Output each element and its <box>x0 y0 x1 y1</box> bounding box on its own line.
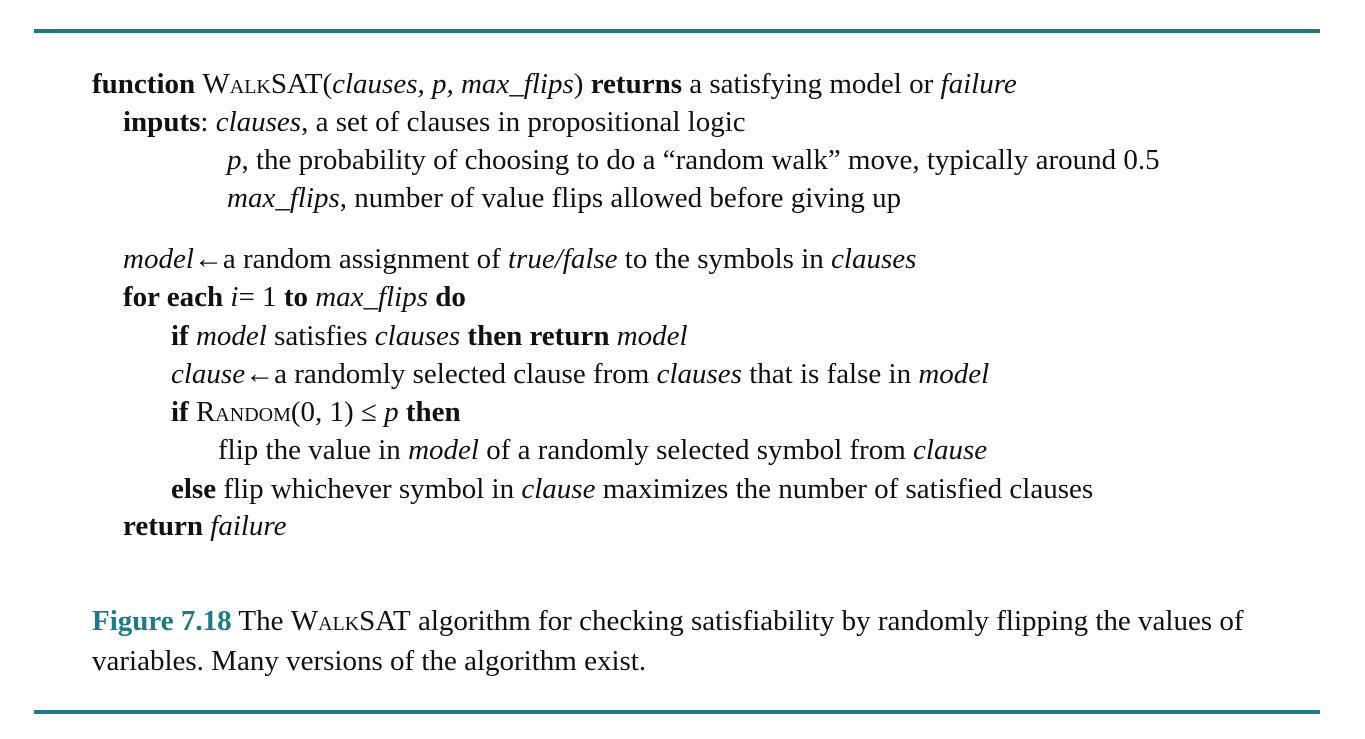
function-header-line: function WalkSAT(clauses, p, max_flips) returns a satisfying model or failure <box>92 68 1017 100</box>
else-flip-line <box>171 475 1093 504</box>
assign-arrow: ← <box>193 243 223 275</box>
assign-model-line <box>123 245 916 274</box>
return-model: model <box>616 320 688 352</box>
input-var-clauses: clauses <box>215 106 302 138</box>
kw-for-each: for each <box>123 281 224 313</box>
inputs-line-3 <box>227 184 901 213</box>
top-rule <box>34 29 1320 33</box>
function-name: WalkSAT <box>202 68 323 100</box>
clauses-ref: clauses <box>656 358 742 390</box>
input-desc-p: , the probability of choosing to do a “random walk” move, typically around 0.5 <box>241 144 1160 176</box>
input-var-p: p <box>227 144 242 176</box>
return-failure: failure <box>940 68 1017 100</box>
satisfies-text: satisfies <box>274 320 368 352</box>
random-fn: Random <box>195 396 291 428</box>
if-random-line <box>171 398 461 427</box>
else-text-2: maximizes the number of satisfied clauses <box>602 473 1094 505</box>
kw-then: then <box>405 396 461 428</box>
kw-if: if <box>171 320 189 352</box>
input-desc-maxflips: , number of value flips allowed before giving up <box>339 182 902 214</box>
kw-function: function <box>92 68 196 100</box>
model-var: model <box>123 243 194 275</box>
else-text-1: flip whichever symbol in <box>223 473 515 505</box>
return-failure-line <box>123 512 287 541</box>
input-desc-clauses: , a set of clauses in propositional logic <box>301 106 746 138</box>
kw-if: if <box>171 396 189 428</box>
assign-clause-text-2: that is false in <box>749 358 912 390</box>
function-params: clauses, p, max_flips <box>332 68 574 100</box>
flip-text-2: of a randomly selected symbol from <box>486 434 906 466</box>
loop-end: max_flips <box>315 281 429 313</box>
assign-arrow: ← <box>245 358 275 390</box>
input-var-maxflips: max_flips <box>227 182 340 214</box>
flip-random-line <box>218 436 987 465</box>
kw-then-return: then return <box>467 320 610 352</box>
figure-caption <box>92 601 1282 681</box>
kw-returns: returns <box>590 68 682 100</box>
kw-return: return <box>123 510 204 542</box>
if-satisfies-line <box>171 322 688 351</box>
clause-var: clause <box>171 358 246 390</box>
p-ref: p <box>384 396 399 428</box>
loop-start: 1 <box>262 281 277 313</box>
le-symbol: ≤ <box>360 396 377 428</box>
for-loop-line <box>123 283 466 312</box>
assign-clause-text-1: a randomly selected clause from <box>274 358 650 390</box>
caption-algorithm-name: WalkSAT <box>290 605 411 637</box>
assign-clause-line <box>171 360 989 389</box>
inputs-line-2 <box>227 146 1160 175</box>
model-ref: model <box>408 434 479 466</box>
loop-eq: = <box>238 281 255 313</box>
figure-label: Figure 7.18 <box>92 605 232 637</box>
model-ref: model <box>918 358 990 390</box>
assign-text-2: to the symbols in <box>624 243 824 275</box>
random-args: (0, 1) <box>290 396 354 428</box>
assign-text-1: a random assignment of <box>222 243 501 275</box>
clauses-ref: clauses <box>831 243 917 275</box>
kw-do: do <box>435 281 466 313</box>
kw-else: else <box>171 473 217 505</box>
inputs-label: inputs <box>123 106 201 138</box>
kw-to: to <box>283 281 308 313</box>
clauses-ref: clauses <box>374 320 461 352</box>
bottom-rule <box>34 710 1320 714</box>
return-text: a satisfying model or <box>689 68 934 100</box>
clause-ref: clause <box>521 473 596 505</box>
flip-text-1: flip the value in <box>218 434 401 466</box>
model-ref: model <box>195 320 267 352</box>
caption-text-2: algorithm for checking satisfiability by randomly flipping the values of variables. Many versions of the algorithm exist. <box>92 605 1244 677</box>
true-false-text: true/false <box>507 243 618 275</box>
inputs-line-1: inputs: clauses, a set of clauses in propositional logic <box>123 106 746 138</box>
clause-ref: clause <box>913 434 988 466</box>
caption-text-1: The <box>238 605 284 637</box>
return-failure-value: failure <box>210 510 287 542</box>
loop-var-i: i <box>230 281 239 313</box>
